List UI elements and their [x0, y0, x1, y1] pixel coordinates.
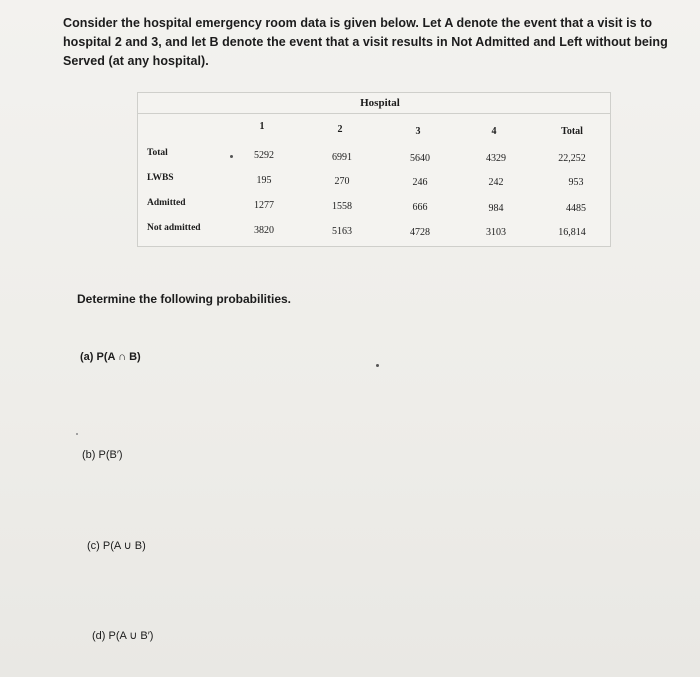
- instruction-text: Determine the following probabilities.: [77, 292, 292, 306]
- dot-mark: [230, 155, 233, 158]
- row-label: Admitted: [147, 198, 186, 208]
- hospital-data-table: [137, 92, 611, 247]
- table-cell: 3103: [486, 227, 506, 238]
- table-cell: 953: [568, 177, 584, 188]
- table-cell: 6991: [332, 152, 352, 163]
- question-c: (c) P(A ∪ B): [87, 540, 146, 552]
- table-cell: 195: [256, 175, 272, 186]
- table-cell: 5163: [332, 226, 352, 237]
- dot-mark: [376, 364, 379, 367]
- table-cell: 22,252: [558, 153, 586, 164]
- table-cell: 4485: [566, 203, 586, 214]
- row-label: Total: [147, 148, 168, 158]
- table-cell: 4728: [410, 227, 430, 238]
- column-header: 2: [337, 124, 343, 135]
- table-cell: 1277: [254, 200, 274, 211]
- table-cell: 984: [488, 203, 504, 214]
- table-cell: 4329: [486, 153, 506, 164]
- question-d: (d) P(A ∪ B′): [92, 630, 154, 642]
- table-cell: 242: [488, 177, 504, 188]
- table-cell: 246: [412, 177, 428, 188]
- table-cell: 3820: [254, 225, 274, 236]
- row-label: LWBS: [147, 173, 174, 183]
- table-cell: 270: [334, 176, 350, 187]
- dot-mark: [76, 433, 78, 435]
- table-cell: 5640: [410, 153, 430, 164]
- problem-statement: Consider the hospital emergency room data is given below. Let A denote the event that a visit is to hospital 2 and 3, and let B denote the event that a visit results in Not Admitted and Left without being Served (at any hospital).: [63, 16, 668, 68]
- table-title-text: Hospital: [360, 97, 400, 109]
- column-header: Total: [561, 126, 583, 137]
- column-header: 3: [415, 126, 421, 137]
- table-cell: 16,814: [558, 227, 586, 238]
- table-cell: 666: [412, 202, 428, 213]
- column-header: 1: [259, 121, 265, 132]
- table-cell: 1558: [332, 201, 352, 212]
- question-b: (b) P(B′): [82, 449, 123, 461]
- table-cell: 5292: [254, 150, 274, 161]
- column-header: 4: [491, 126, 497, 137]
- table-title: [138, 93, 610, 114]
- question-a: (a) P(A ∩ B): [80, 351, 141, 363]
- row-label: Not admitted: [147, 223, 201, 233]
